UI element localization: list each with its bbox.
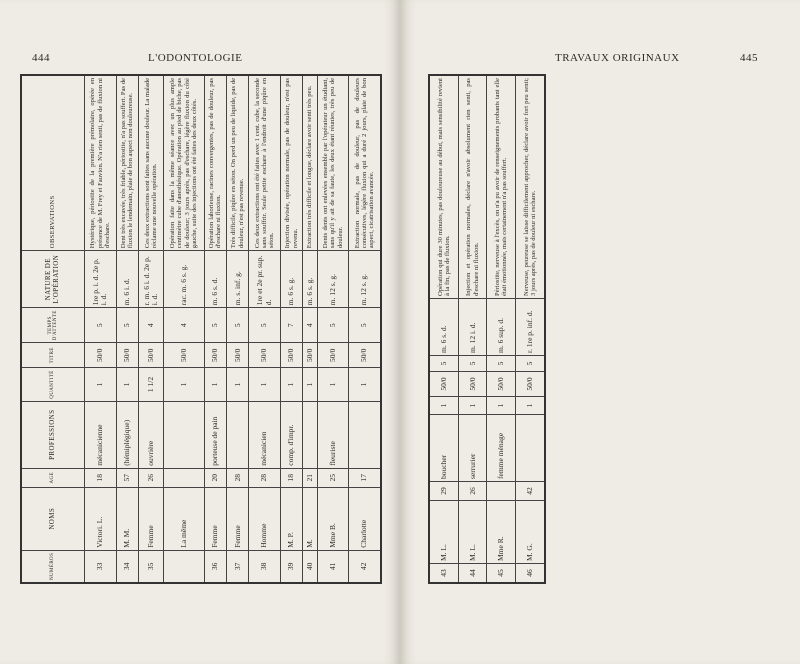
row-temps: 5 [116,308,138,343]
col-observations: OBSERVATIONS [21,75,85,251]
row-profession: (hémiplégique) [116,401,138,468]
row-number: 45 [487,564,516,584]
row-number: 46 [516,564,545,584]
row-observation: Opération laborieuse, racines convergentes, pas de douleur, pas d'eschare ni fluxion. [204,75,226,251]
row-age: 25 [317,468,349,487]
row-name: Charlotte [349,487,381,550]
row-name: Mme R. [487,501,516,564]
row-quantite: 1 [163,368,204,401]
col-titre: TITRE [21,343,85,368]
table-left [20,74,382,584]
row-quantite: 1 [116,368,138,401]
row-age: 57 [116,468,138,487]
row-quantite: 1 [317,368,349,401]
row-age: 18 [85,468,117,487]
row-quantite: 1 [280,368,302,401]
table-row [429,75,458,583]
row-profession: porteuse de pain [204,401,226,468]
row-titre: 50/0 [317,343,349,368]
row-age: 26 [138,468,163,487]
row-number: 33 [85,550,117,583]
row-temps: 5 [516,356,545,372]
row-nature: rac. m. 6 s. g. [163,251,204,308]
table-row [317,75,349,583]
row-nature: m. 6 s. d. [429,299,458,356]
row-observation: Extraction très difficile et longue, déclare avoir senti très peu. [303,75,317,251]
table-row [249,75,281,583]
row-observation: Dent très excavée, très friable, périostite, n'a pas souffert. Pas de fluxion le lendemain, plaie de bon aspect non douloureuse. [116,75,138,251]
table-row [204,75,226,583]
row-name: Victori. L. [85,487,117,550]
row-quantite: 1 [204,368,226,401]
row-titre: 50/0 [458,372,487,397]
col-noms: NOMS [21,487,85,550]
table-row [116,75,138,583]
row-titre: 50/0 [163,343,204,368]
row-profession: fleuriste [317,401,349,468]
table-row [138,75,163,583]
right-page [400,0,800,664]
row-name: Femme [226,487,248,550]
row-observation: Périostite, nerveuse à l'excès, on n'a pu avoir de renseignements probants tant elle était émotionnée, mais certainement n'a pas souffert. [487,75,516,299]
row-quantite: 1 [85,368,117,401]
row-temps: 4 [163,308,204,343]
table-row [163,75,204,583]
row-nature: m. 6 sup. d. [487,299,516,356]
col-quantite: QUANTITÉ [21,368,85,401]
row-observation: Ces deux extractions ont été faites avec 1 cent. cube, la seconde sans souffrir. Seule petite eschare à l'endroit d'une piqûre en séton. [249,75,281,251]
row-age: 29 [429,482,458,501]
page-number-right: 445 [740,52,758,64]
row-quantite: 1 [429,397,458,415]
page-number-left: 444 [32,52,50,64]
row-temps: 5 [458,356,487,372]
row-observation: Dents dents ont enlevées ensemble par l'opérateur un étudiant, sans qu'il y ait de sa faute, les deux étant réunies, très peu de douleur. [317,75,349,251]
row-name: Mme B. [317,487,349,550]
row-nature: m. 6 s. g. [280,251,302,308]
table-right [428,74,546,584]
row-number: 34 [116,550,138,583]
row-titre: 50/0 [429,372,458,397]
col-temps: TEMPS D'ATTENTE [21,308,85,343]
row-profession: femme ménage [487,415,516,482]
table-row [516,75,545,583]
row-profession [516,415,545,482]
row-quantite: 1 [249,368,281,401]
table-row [487,75,516,583]
row-observation: Très difficile, piqûre en séton. On perd un peu de liquide, pas de douleur, n'est pas revenue. [226,75,248,251]
row-titre: 50/0 [303,343,317,368]
row-profession [303,401,317,468]
row-observation: Injection et opération normales, déclare n'avoir absolument rien senti, pas d'eschare ni fluxion. [458,75,487,299]
row-observation: Ces deux extractions sont faites sans aucune douleur. La malade réclame une nouvelle opération. [138,75,163,251]
row-age: 26 [458,482,487,501]
running-head-left: L'ODONTOLOGIE [148,52,243,64]
table-row [349,75,381,583]
row-profession [226,401,248,468]
row-age: 20 [204,468,226,487]
row-quantite: 1 [226,368,248,401]
row-number: 41 [317,550,349,583]
table-row [85,75,117,583]
row-age: 28 [226,468,248,487]
row-nature: m. 12 s. g. [317,251,349,308]
row-nature: m. 6 i. d. [116,251,138,308]
table-row [458,75,487,583]
row-profession: ouvrière [138,401,163,468]
col-age: AGE [21,468,85,487]
row-temps: 5 [204,308,226,343]
row-quantite: 1 [303,368,317,401]
row-temps: 5 [429,356,458,372]
row-temps: 5 [487,356,516,372]
row-number: 43 [429,564,458,584]
row-profession: boucher [429,415,458,482]
row-profession [349,401,381,468]
row-titre: 50/0 [85,343,117,368]
row-name: M. L. [429,501,458,564]
table-row [226,75,248,583]
row-nature: m. 6 s. g. [303,251,317,308]
row-observation: Opération qui dure 30 minutes, pas douloureuse au début, mais sensibilité revient à la fin, pas de fluxion. [429,75,458,299]
row-temps: 5 [349,308,381,343]
row-age [487,482,516,501]
row-observation: Hystérique, périostite de la première prémolaire, opérée en présence de M. Frey et Fauvion. N'a rien senti, pas de fluxion ni d'eschare. [85,75,117,251]
row-nature: 1re et 2e pr. sup. d. [249,251,281,308]
row-temps: 5 [226,308,248,343]
row-age: 42 [516,482,545,501]
row-nature: m. 6 s. d. [204,251,226,308]
row-nature: r. m. 6 i. d. 2e p. i. d. [138,251,163,308]
row-temps: 4 [303,308,317,343]
row-quantite: 1 1/2 [138,368,163,401]
col-professions: PROFESSIONS [21,401,85,468]
row-number: 44 [458,564,487,584]
row-age: 21 [303,468,317,487]
row-observation: Injection divisée, opération normale, pas de douleur, n'est pas revenu. [280,75,302,251]
row-nature: 1re p. i. d. 2e p. i. d. [85,251,117,308]
row-quantite: 1 [516,397,545,415]
row-temps: 7 [280,308,302,343]
row-titre: 50/0 [226,343,248,368]
row-titre: 50/0 [516,372,545,397]
row-age [163,468,204,487]
row-profession [163,401,204,468]
row-number: 39 [280,550,302,583]
col-numeros: NUMÉROS [21,550,85,583]
row-temps: 5 [317,308,349,343]
row-name: M. [303,487,317,550]
row-titre: 50/0 [249,343,281,368]
col-nature: NATURE DE L'OPÉRATION [21,251,85,308]
row-nature: m. 12 s. g. [349,251,381,308]
row-age: 18 [280,468,302,487]
row-profession: comp. d'impr. [280,401,302,468]
row-temps: 5 [85,308,117,343]
row-name: Femme [138,487,163,550]
row-name: Femme [204,487,226,550]
row-titre: 50/0 [138,343,163,368]
row-observation: Opération faite dans la même séance avec un plus ample centimètre cube d'anesthésique. Opération au pied de biche, pas de douleur; 3 jours après, pas d'eschare, légère fluxion du côté gauche, suite des injections ont été faites des deux côtés. [163,75,204,251]
row-titre: 50/0 [487,372,516,397]
row-temps: 5 [249,308,281,343]
row-titre: 50/0 [204,343,226,368]
table-row [303,75,317,583]
row-quantite: 1 [349,368,381,401]
row-number: 35 [138,550,163,583]
row-titre: 50/0 [349,343,381,368]
table-row [280,75,302,583]
row-name: M. P. [280,487,302,550]
row-observation: Extraction normale, pas de douleur, pas de douleurs consécutives, légère fluxion qui a duré 2 jours, plaie de bon aspect, cicatrisation avancée. [349,75,381,251]
row-profession: serrurier [458,415,487,482]
row-nature: m. s. inf. g. [226,251,248,308]
row-titre: 50/0 [280,343,302,368]
row-number: 42 [349,550,381,583]
row-temps: 4 [138,308,163,343]
row-name: M. L. [458,501,487,564]
row-quantite: 1 [458,397,487,415]
row-number: 37 [226,550,248,583]
row-quantite: 1 [487,397,516,415]
row-number: 40 [303,550,317,583]
row-profession: mécanicien [249,401,281,468]
row-profession: mécanicienne [85,401,117,468]
row-name: La même [163,487,204,550]
row-nature: r. 1re p. inf. d. [516,299,545,356]
row-name: M. G. [516,501,545,564]
row-age: 28 [249,468,281,487]
row-number: 36 [204,550,226,583]
row-name: M. M. [116,487,138,550]
row-number [163,550,204,583]
row-nature: m. 12 i. d. [458,299,487,356]
row-titre: 50/0 [116,343,138,368]
row-age: 17 [349,468,381,487]
running-head-right: TRAVAUX ORIGINAUX [555,52,680,64]
row-observation: Nerveuse, peureuse se laisse difficilement approcher, déclare avoir fort peu senti; 3 jours après, pas de douleur ni eschare. [516,75,545,299]
row-number: 38 [249,550,281,583]
row-name: Homme [249,487,281,550]
